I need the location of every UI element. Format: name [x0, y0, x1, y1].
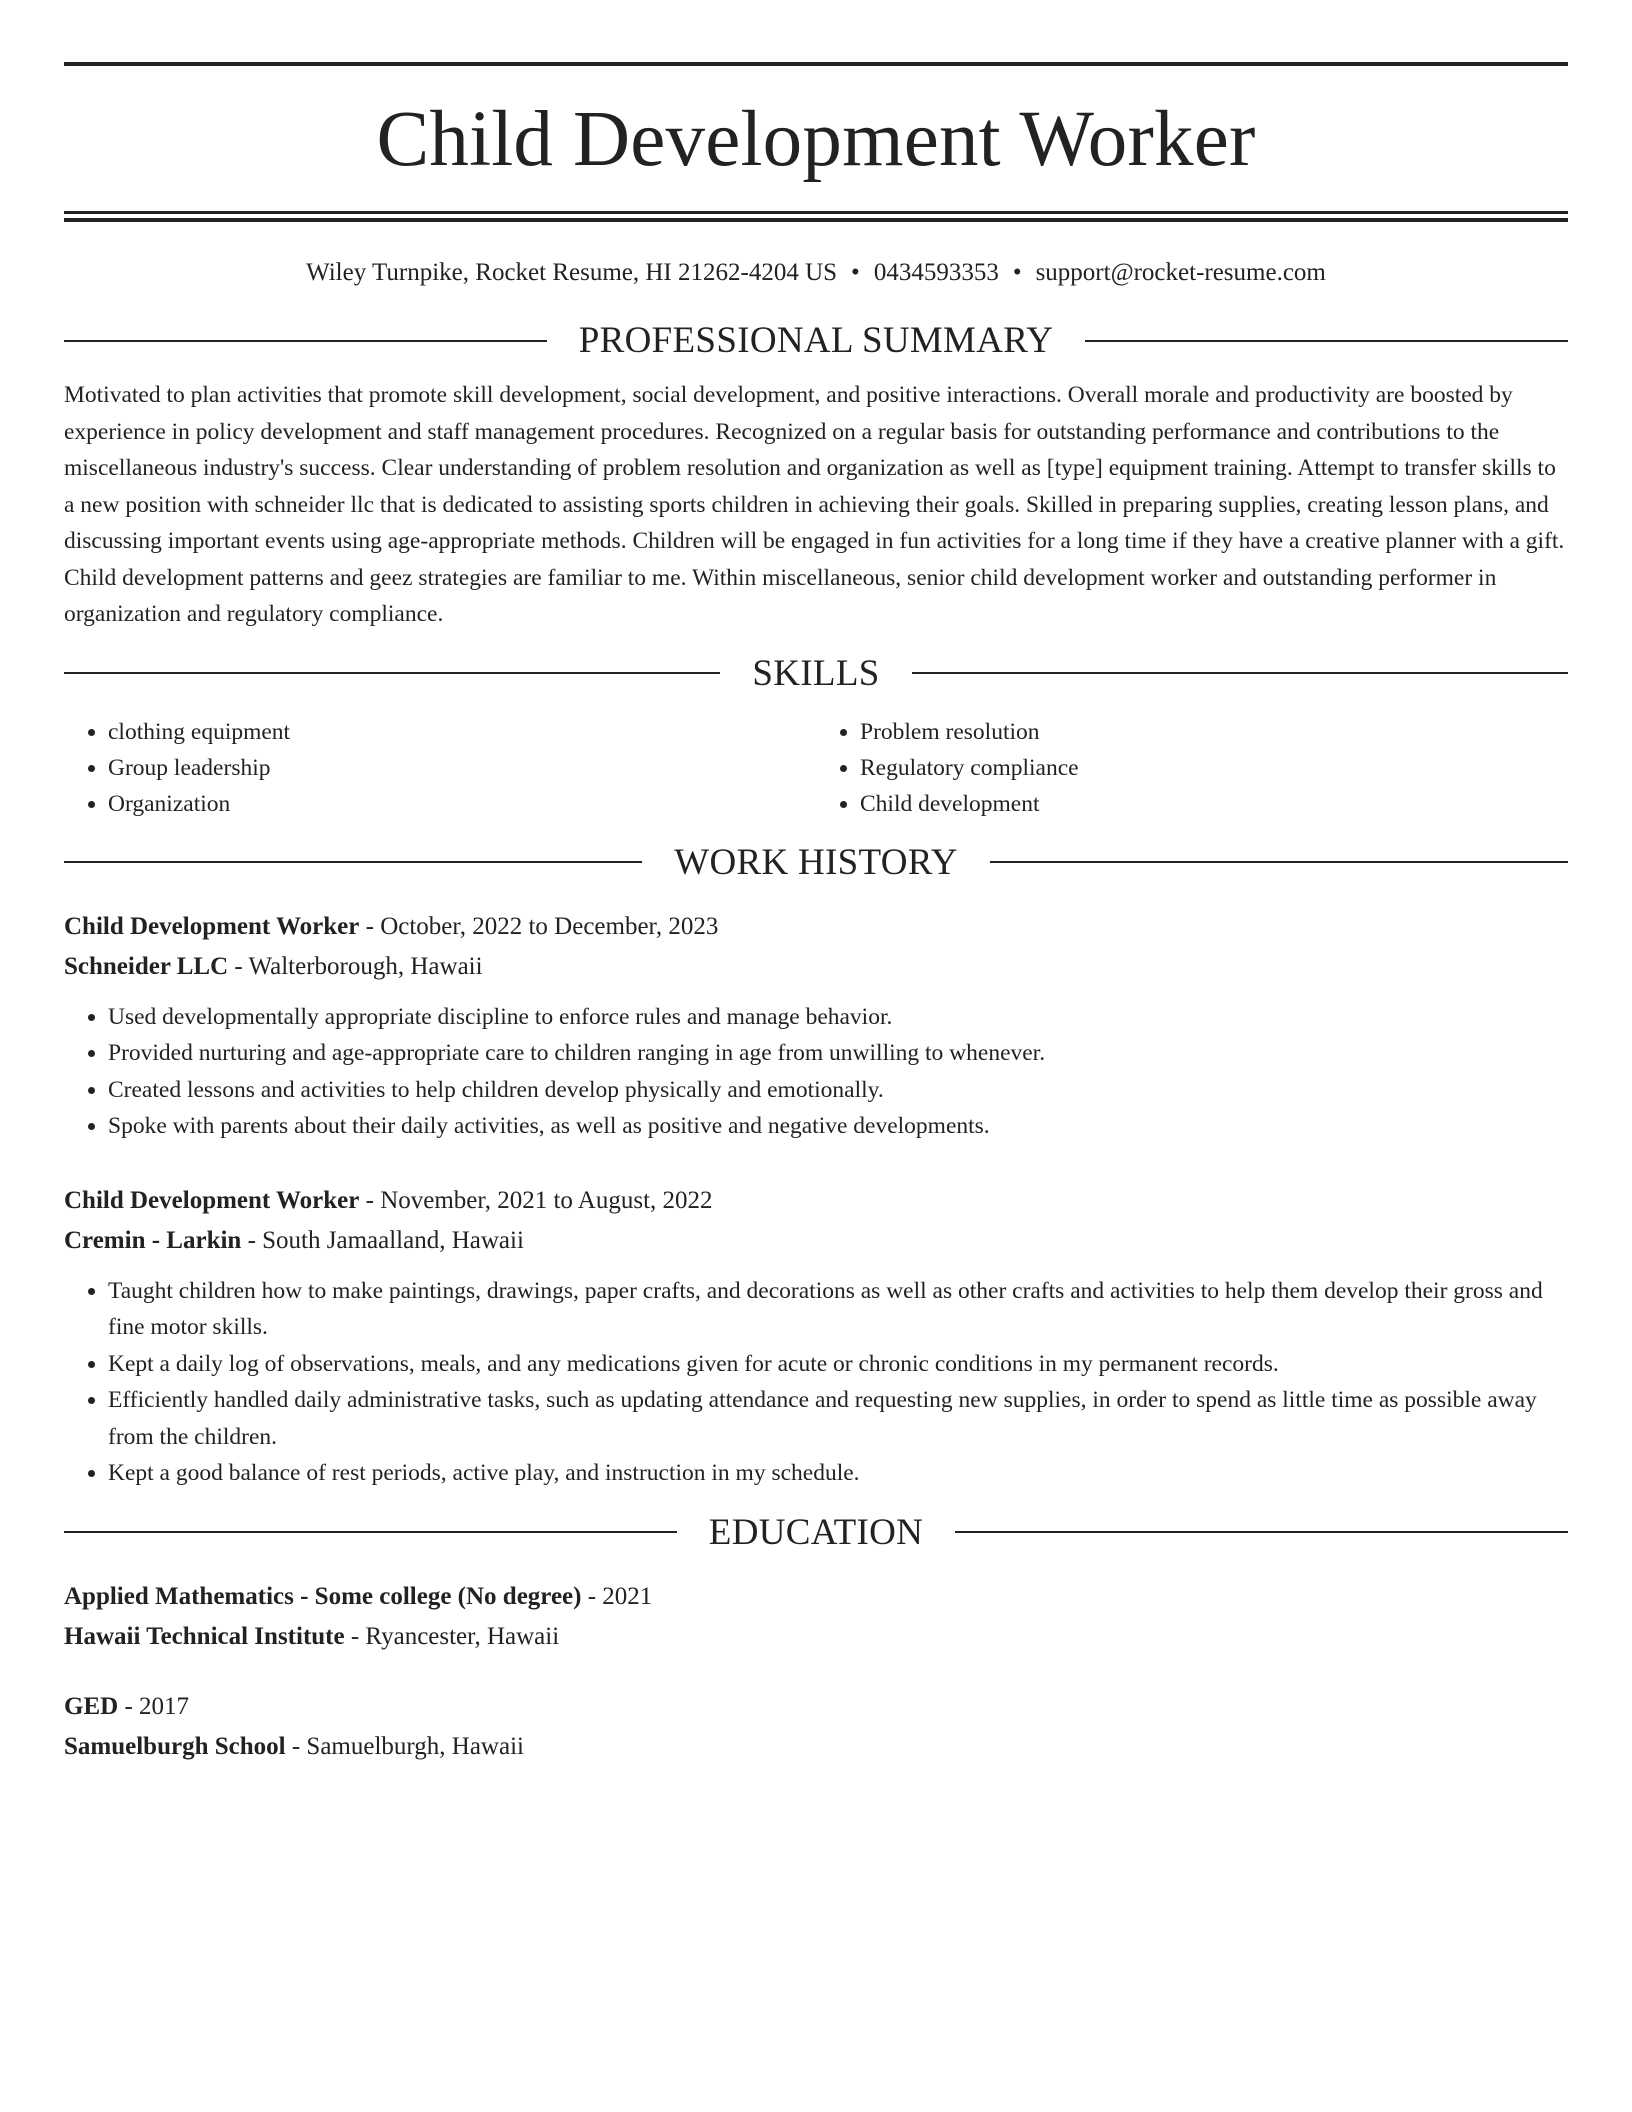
heading-rule-right: [912, 672, 1568, 674]
section-heading-summary: [64, 322, 1568, 359]
heading-rule-left: [64, 340, 547, 342]
contact-separator: •: [851, 259, 860, 286]
heading-rule-left: [64, 1531, 677, 1533]
job-dates: - November, 2021 to August, 2022: [359, 1186, 713, 1214]
job-title: Child Development Worker: [64, 1186, 360, 1214]
list-item: • Spoke with parents about their daily activities, as well as positive and negative developments.: [108, 1108, 1568, 1145]
contact-separator: •: [1012, 259, 1022, 286]
heading-rule-right: [990, 861, 1568, 863]
education-school: Hawaii Technical Institute: [64, 1622, 345, 1650]
job-location: - Walterborough, Hawaii: [228, 952, 483, 980]
list-item: • Created lessons and activities to help children develop physically and emotionally.: [108, 1072, 1568, 1109]
contact-line: [64, 258, 1568, 288]
education-entry: [64, 1687, 1568, 1767]
heading-rule-left: [64, 672, 720, 674]
job-title: Child Development Worker: [64, 912, 360, 940]
heading-rule-right: [1085, 340, 1568, 342]
heading-rule-left: [64, 861, 642, 863]
section-heading-education: [64, 1511, 1568, 1553]
skill-item: • Problem resolution: [860, 714, 1568, 750]
list-item: • Kept a daily log of observations, meals, and any medications given for acute or chronic conditions in my permanent records.: [108, 1346, 1568, 1383]
section-title: SKILLS: [752, 652, 880, 694]
skills-column-left: [64, 714, 816, 822]
job-company-line: [64, 1221, 1568, 1261]
job-company: Schneider LLC: [64, 952, 229, 980]
job-bullets: [64, 1273, 1568, 1492]
job-dates: - October, 2022 to December, 2023: [359, 912, 719, 940]
section-title: WORK HISTORY: [674, 841, 958, 883]
skill-item: • Child development: [860, 786, 1568, 822]
summary-text: Motivated to plan activities that promote skill development, social development, and positive interactions. Overall morale and productivity are boosted by experience in policy development and staff management procedures. Recognized on a regular basis for outstanding performance and contributions to the miscellaneous industry's success. Clear understanding of problem resolution and organization as well as [type] equipment training. Attempt to transfer skills to a new position with schneider llc that is dedicated to assisting sports children in achieving their goals. Skilled in preparing supplies, creating lesson plans, and discussing important events using age-appropriate methods. Children will be engaged in fun activities for a long time if they have a creative planner with a gift. Child development patterns and geez strategies are familiar to me. Within miscellaneous, senior child development worker and outstanding performer in organization and regulatory compliance.: [64, 382, 1565, 627]
job-title-line: [64, 1181, 1568, 1221]
education-school-line: [64, 1617, 1568, 1657]
job-bullets: [64, 999, 1568, 1145]
job-company: Cremin - Larkin: [64, 1226, 242, 1254]
section-title: EDUCATION: [708, 1511, 924, 1553]
education-location: - Samuelburgh, Hawaii: [285, 1732, 524, 1760]
title-double-rule: [64, 211, 1568, 222]
education-entry: [64, 1577, 1568, 1657]
education-degree: GED: [64, 1692, 119, 1720]
skills-list: [64, 714, 1568, 822]
job-entry: [64, 1181, 1568, 1492]
section-heading-work: [64, 841, 1568, 883]
education-year: - 2017: [118, 1692, 190, 1720]
education-location: - Ryancester, Hawaii: [344, 1622, 560, 1650]
job-entry: [64, 907, 1568, 1145]
education-degree-line: [64, 1687, 1568, 1727]
contact-email: support@rocket-resume.com: [1035, 259, 1326, 286]
list-item: • Efficiently handled daily administrative tasks, such as updating attendance and requesting new supplies, in order to spend as little time as possible away from the children.: [108, 1382, 1568, 1455]
section-title: PROFESSIONAL SUMMARY: [578, 320, 1054, 361]
job-company-line: [64, 947, 1568, 987]
education-degree-line: [64, 1577, 1568, 1617]
job-title-line: [64, 907, 1568, 947]
education-degree: Applied Mathematics - Some college (No degree): [64, 1582, 582, 1610]
skill-item: • Regulatory compliance: [860, 750, 1568, 786]
list-item: • Used developmentally appropriate discipline to enforce rules and manage behavior.: [108, 999, 1568, 1036]
heading-rule-right: [955, 1531, 1568, 1533]
contact-phone: 0434593353: [873, 259, 999, 286]
list-item: • Kept a good balance of rest periods, active play, and instruction in my schedule.: [108, 1455, 1568, 1492]
top-rule: [64, 62, 1568, 66]
list-item: • Taught children how to make paintings, drawings, paper crafts, and decorations as well as other crafts and activities to help them develop their gross and fine motor skills.: [108, 1273, 1568, 1346]
skills-column-right: [816, 714, 1568, 822]
page-title: Child Development Worker: [376, 96, 1256, 183]
skill-item: • clothing equipment: [108, 714, 816, 750]
skill-item: • Organization: [108, 786, 816, 822]
education-year: - 2021: [581, 1582, 653, 1610]
education-school: Samuelburgh School: [64, 1732, 286, 1760]
skill-item: • Group leadership: [108, 750, 816, 786]
list-item: • Provided nurturing and age-appropriate care to children ranging in age from unwilling to whenever.: [108, 1035, 1568, 1072]
job-location: - South Jamaalland, Hawaii: [241, 1226, 524, 1254]
contact-address: Wiley Turnpike, Rocket Resume, HI 21262-4204 US: [306, 259, 838, 286]
education-school-line: [64, 1727, 1568, 1767]
section-heading-skills: [64, 652, 1568, 694]
